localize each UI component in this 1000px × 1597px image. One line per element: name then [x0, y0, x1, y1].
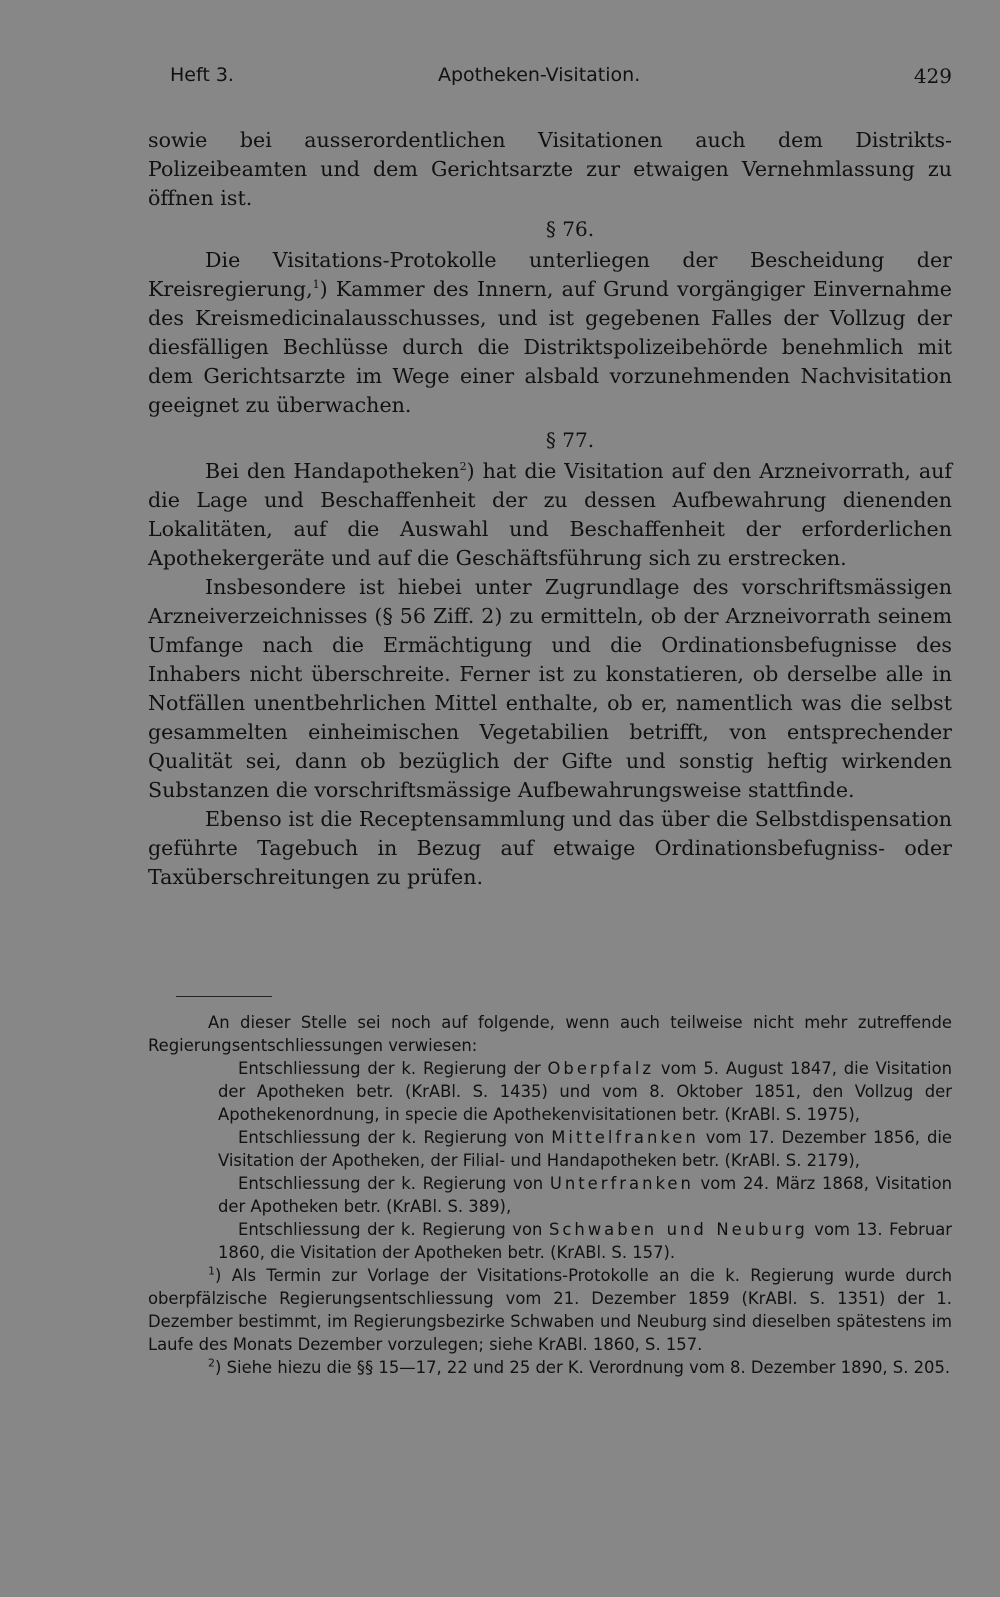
- footnote-ref-2: 2: [459, 460, 467, 474]
- region-name: Mittelfranken: [551, 1128, 699, 1147]
- footnote-text: ) Siehe hiezu die §§ 15—17, 22 und 25 der K. Verordnung vom 8. Dezember 1890, S. 205.: [215, 1358, 951, 1377]
- running-title: Apotheken-Visitation.: [438, 64, 641, 86]
- entry-text: vom 5. August 1847, die Visitation der Apotheken betr. (KrABl. S. 1435) und vom 8. Oktober 1851, den Vollzug der Apothekenordnung, in specie die Apothekenvisitationen betr. (KrABl. S. 1975),: [218, 1059, 952, 1124]
- main-text: [148, 126, 952, 892]
- paragraph-text: Die Visitations-Protokolle unterliegen der Bescheidung der Kreisregierung,: [148, 248, 952, 301]
- entry-text: Entschliessung der k. Regierung von: [238, 1128, 552, 1147]
- region-name: Neuburg: [716, 1220, 808, 1239]
- paragraph-continuation: sowie bei ausserordentlichen Visitationen auch dem Distrikts-Polizeibeamten und dem Gerichtsarzte zur etwaigen Vernehmlassung zu öffnen ist.: [148, 128, 952, 210]
- page-number: 429: [913, 64, 952, 88]
- footnotes: [148, 1011, 952, 1379]
- paragraph-ebenso: Ebenso ist die Receptensammlung und das über die Selbstdispensation geführte Tagebuch in Bezug auf etwaige Ordinationsbefugniss- oder Taxüberschreitungen zu prüfen.: [148, 807, 952, 889]
- region-name: Unterfranken: [549, 1174, 694, 1193]
- entry-text: Entschliessung der k. Regierung von: [238, 1220, 549, 1239]
- footnote-2: [148, 1356, 952, 1379]
- footnote-1: [148, 1264, 952, 1356]
- region-name: Oberpfalz: [547, 1059, 655, 1078]
- entry-text: und: [657, 1220, 717, 1239]
- paragraph-insbesondere: Insbesondere ist hiebei unter Zugrundlage des vorschriftsmässigen Arzneiverzeichnisses (§ 56 Ziff. 2) zu ermitteln, ob der Arzneivorrath seinem Umfange nach die Ermächtigung und die Ordinationsbefugnisse des Inhabers nicht überschreite. Ferner ist zu konstatieren, ob derselbe alle in Notfällen unentbehrlichen Mittel enthalte, ob er, namentlich was die selbst gesammelten einheimischen Vegetabilien betrifft, von entsprechender Qualität sei, dann ob bezüglich der Gifte und sonstig heftig wirkenden Substanzen die vorschriftsmässige Aufbewahrungsweise stattfinde.: [148, 575, 952, 802]
- entry-text: vom 17. Dezember 1856, die Visitation der Apotheken, der Filial- und Handapotheken betr. (KrABl. S. 2179),: [218, 1128, 952, 1170]
- footnote-entry-oberpfalz: [148, 1057, 952, 1126]
- paragraph-section-77: [148, 457, 952, 573]
- section-heading-76: § 76.: [545, 217, 595, 241]
- footnote-mark-1: 1: [208, 1264, 215, 1278]
- paragraph-text: Bei den Handapotheken: [205, 459, 460, 483]
- running-header: [170, 64, 952, 96]
- entry-text: vom 13. Februar 1860, die Visitation der Apotheken betr. (KrABl. S. 157).: [218, 1220, 953, 1262]
- entry-text: vom 24. März 1868, Visitation der Apotheken betr. (KrABl. S. 389),: [218, 1174, 952, 1216]
- footnote-entry-unterfranken: [148, 1172, 952, 1218]
- footnote-ref-1: 1: [312, 278, 320, 292]
- section-heading-77: § 77.: [545, 428, 595, 452]
- paragraph-section-76: [148, 246, 952, 420]
- paragraph-text: ) Kammer des Innern, auf Grund vorgängiger Einvernahme des Kreismedicinalausschusses, und ist gegebenen Falles der Vollzug der diesfälligen Bechlüsse durch die Distriktspolizeibehörde benehmlich mit dem Gerichtsarzte im Wege einer alsbald vorzunehmenden Nachvisitation geeignet zu überwachen.: [148, 277, 952, 417]
- footnote-entry-mittelfranken: [148, 1126, 952, 1172]
- footnote-text: ) Als Termin zur Vorlage der Visitations-Protokolle an die k. Regierung wurde durch oberpfälzische Regierungsentschliessung vom 21. Dezember 1859 (KrABl. S. 1351) der 1. Dezember bestimmt, im Regierungsbezirke Schwaben und Neuburg sind dieselben spätestens im Laufe des Monats Dezember vorzulegen; siehe KrABl. 1860, S. 157.: [148, 1266, 952, 1354]
- entry-text: Entschliessung der k. Regierung der: [238, 1059, 548, 1078]
- entry-text: Entschliessung der k. Regierung von: [238, 1174, 550, 1193]
- paragraph-text: ) hat die Visitation auf den Arzneivorrath, auf die Lage und Beschaffenheit der zu dessen Aufbewahrung dienenden Lokalitäten, auf die Auswahl und Beschaffenheit der erforderlichen Apothekergeräte und auf die Geschäftsführung sich zu erstrecken.: [148, 459, 952, 570]
- footnote-intro: An dieser Stelle sei noch auf folgende, wenn auch teilweise nicht mehr zutreffende Regierungsentschliessungen verwiesen:: [148, 1013, 952, 1055]
- issue-label: Heft 3.: [170, 64, 234, 86]
- footnote-entry-schwaben: [148, 1218, 952, 1264]
- footnote-separator: [176, 996, 272, 997]
- region-name: Schwaben: [548, 1220, 658, 1239]
- footnote-mark-2: 2: [208, 1356, 215, 1370]
